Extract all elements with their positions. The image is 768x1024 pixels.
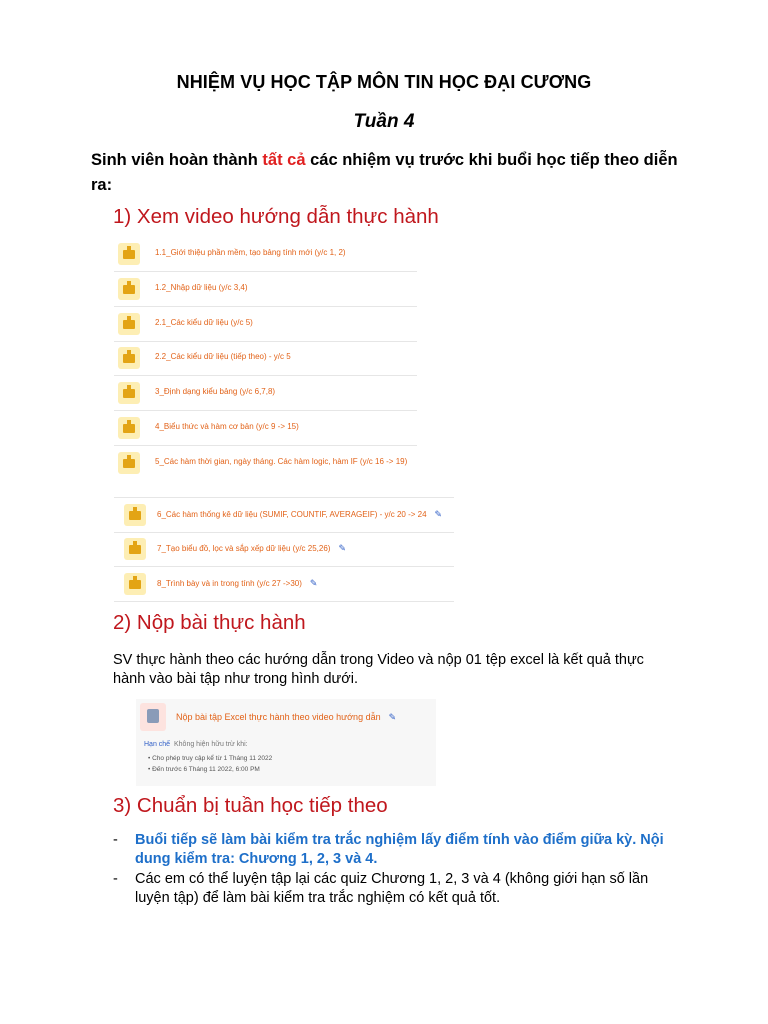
activity-item[interactable] <box>114 272 417 307</box>
section-2-paragraph: SV thực hành theo các hướng dẫn trong Video và nộp 01 tệp excel là kết quả thực hành vào bài tập như trong hình dưới. <box>113 652 644 687</box>
edit-icon[interactable]: ✎ <box>388 712 397 722</box>
video-folder-icon <box>124 504 146 526</box>
activity-item[interactable] <box>114 341 417 376</box>
edit-icon[interactable]: ✎ <box>309 578 318 588</box>
edit-icon[interactable]: ✎ <box>434 509 443 519</box>
restriction-text: Không hiện hữu trừ khi: <box>174 741 248 748</box>
activity-link[interactable]: 8_Trình bày và in trong tính (y/c 27 ->30) <box>157 579 302 588</box>
video-folder-icon <box>118 313 140 335</box>
video-folder-icon <box>124 573 146 595</box>
video-folder-icon <box>118 452 140 474</box>
intro-before: Sinh viên hoàn thành <box>91 151 263 169</box>
section-1-heading: 1) Xem video hướng dẫn thực hành <box>113 205 439 228</box>
activity-item[interactable] <box>114 237 417 272</box>
section-3-heading: 3) Chuẩn bị tuần học tiếp theo <box>113 794 388 817</box>
video-folder-icon <box>118 347 140 369</box>
bullet-text: Các em có thể luyện tập lại các quiz Chương 1, 2, 3 và 4 (không giới hạn số lần luyện tập) để làm bài kiểm tra trắc nghiệm có kết quả tốt. <box>135 871 649 906</box>
activity-item[interactable] <box>114 307 417 342</box>
activity-link[interactable]: 2.2_Các kiểu dữ liệu (tiếp theo) - y/c 5 <box>155 352 291 361</box>
page-title: NHIỆM VỤ HỌC TẬP MÔN TIN HỌC ĐẠI CƯƠNG <box>176 72 592 92</box>
intro-highlight: tất cả <box>262 151 306 169</box>
video-folder-icon <box>118 382 140 404</box>
video-folder-icon <box>118 243 140 265</box>
bullet-dash: - <box>113 871 118 887</box>
intro-text <box>91 148 701 198</box>
activity-link[interactable]: 2.1_Các kiểu dữ liệu (y/c 5) <box>155 318 253 327</box>
activity-link[interactable]: 1.2_Nhập dữ liệu (y/c 3,4) <box>155 283 248 292</box>
activity-link[interactable]: 4_Biểu thức và hàm cơ bản (y/c 9 -> 15) <box>155 422 299 431</box>
activity-item[interactable] <box>114 411 417 446</box>
restriction-condition: • Cho phép truy cập kể từ 1 Tháng 11 2022 <box>148 755 273 762</box>
assignment-card <box>136 699 436 786</box>
edit-icon[interactable]: ✎ <box>338 543 347 553</box>
video-folder-icon <box>124 538 146 560</box>
week-subtitle: Tuần 4 <box>353 111 415 132</box>
activity-link[interactable]: 7_Tạo biểu đồ, lọc và sắp xếp dữ liệu (y/c 25,26) <box>157 544 331 553</box>
bullet-item <box>113 831 683 871</box>
activity-item[interactable] <box>114 446 417 480</box>
bullet-dash: - <box>113 832 118 848</box>
restriction-label: Hạn chế <box>144 741 171 748</box>
activity-item[interactable] <box>114 567 454 602</box>
restriction-condition: • Đến trước 6 Tháng 11 2022, 6:00 PM <box>148 766 260 773</box>
assignment-link[interactable]: Nộp bài tập Excel thực hành theo video hướng dẫn <box>176 712 381 722</box>
activity-item[interactable] <box>114 497 454 533</box>
bullet-text: Buổi tiếp sẽ làm bài kiểm tra trắc nghiệm lấy điểm tính vào điểm giữa kỳ. Nội dung kiểm tra: Chương 1, 2, 3 và 4. <box>135 832 664 867</box>
bullet-item <box>113 870 683 910</box>
activity-link[interactable]: 5_Các hàm thời gian, ngày tháng. Các hàm logic, hàm IF (y/c 16 -> 19) <box>155 457 408 466</box>
intro-after: các nhiệm vụ trước khi buổi học tiếp theo diễn ra: <box>91 151 678 194</box>
video-folder-icon <box>118 417 140 439</box>
activity-link[interactable]: 3_Định dạng kiểu bảng (y/c 6,7,8) <box>155 387 276 396</box>
assignment-icon <box>140 703 166 731</box>
activity-link[interactable]: 1.1_Giới thiệu phần mềm, tạo bảng tính mới (y/c 1, 2) <box>155 248 346 257</box>
activity-item[interactable] <box>114 532 454 567</box>
video-folder-icon <box>118 278 140 300</box>
section-2-heading: 2) Nộp bài thực hành <box>113 611 306 634</box>
activity-item[interactable] <box>114 376 417 411</box>
activity-link[interactable]: 6_Các hàm thống kê dữ liệu (SUMIF, COUNTIF, AVERAGEIF) - y/c 20 -> 24 <box>157 510 427 519</box>
